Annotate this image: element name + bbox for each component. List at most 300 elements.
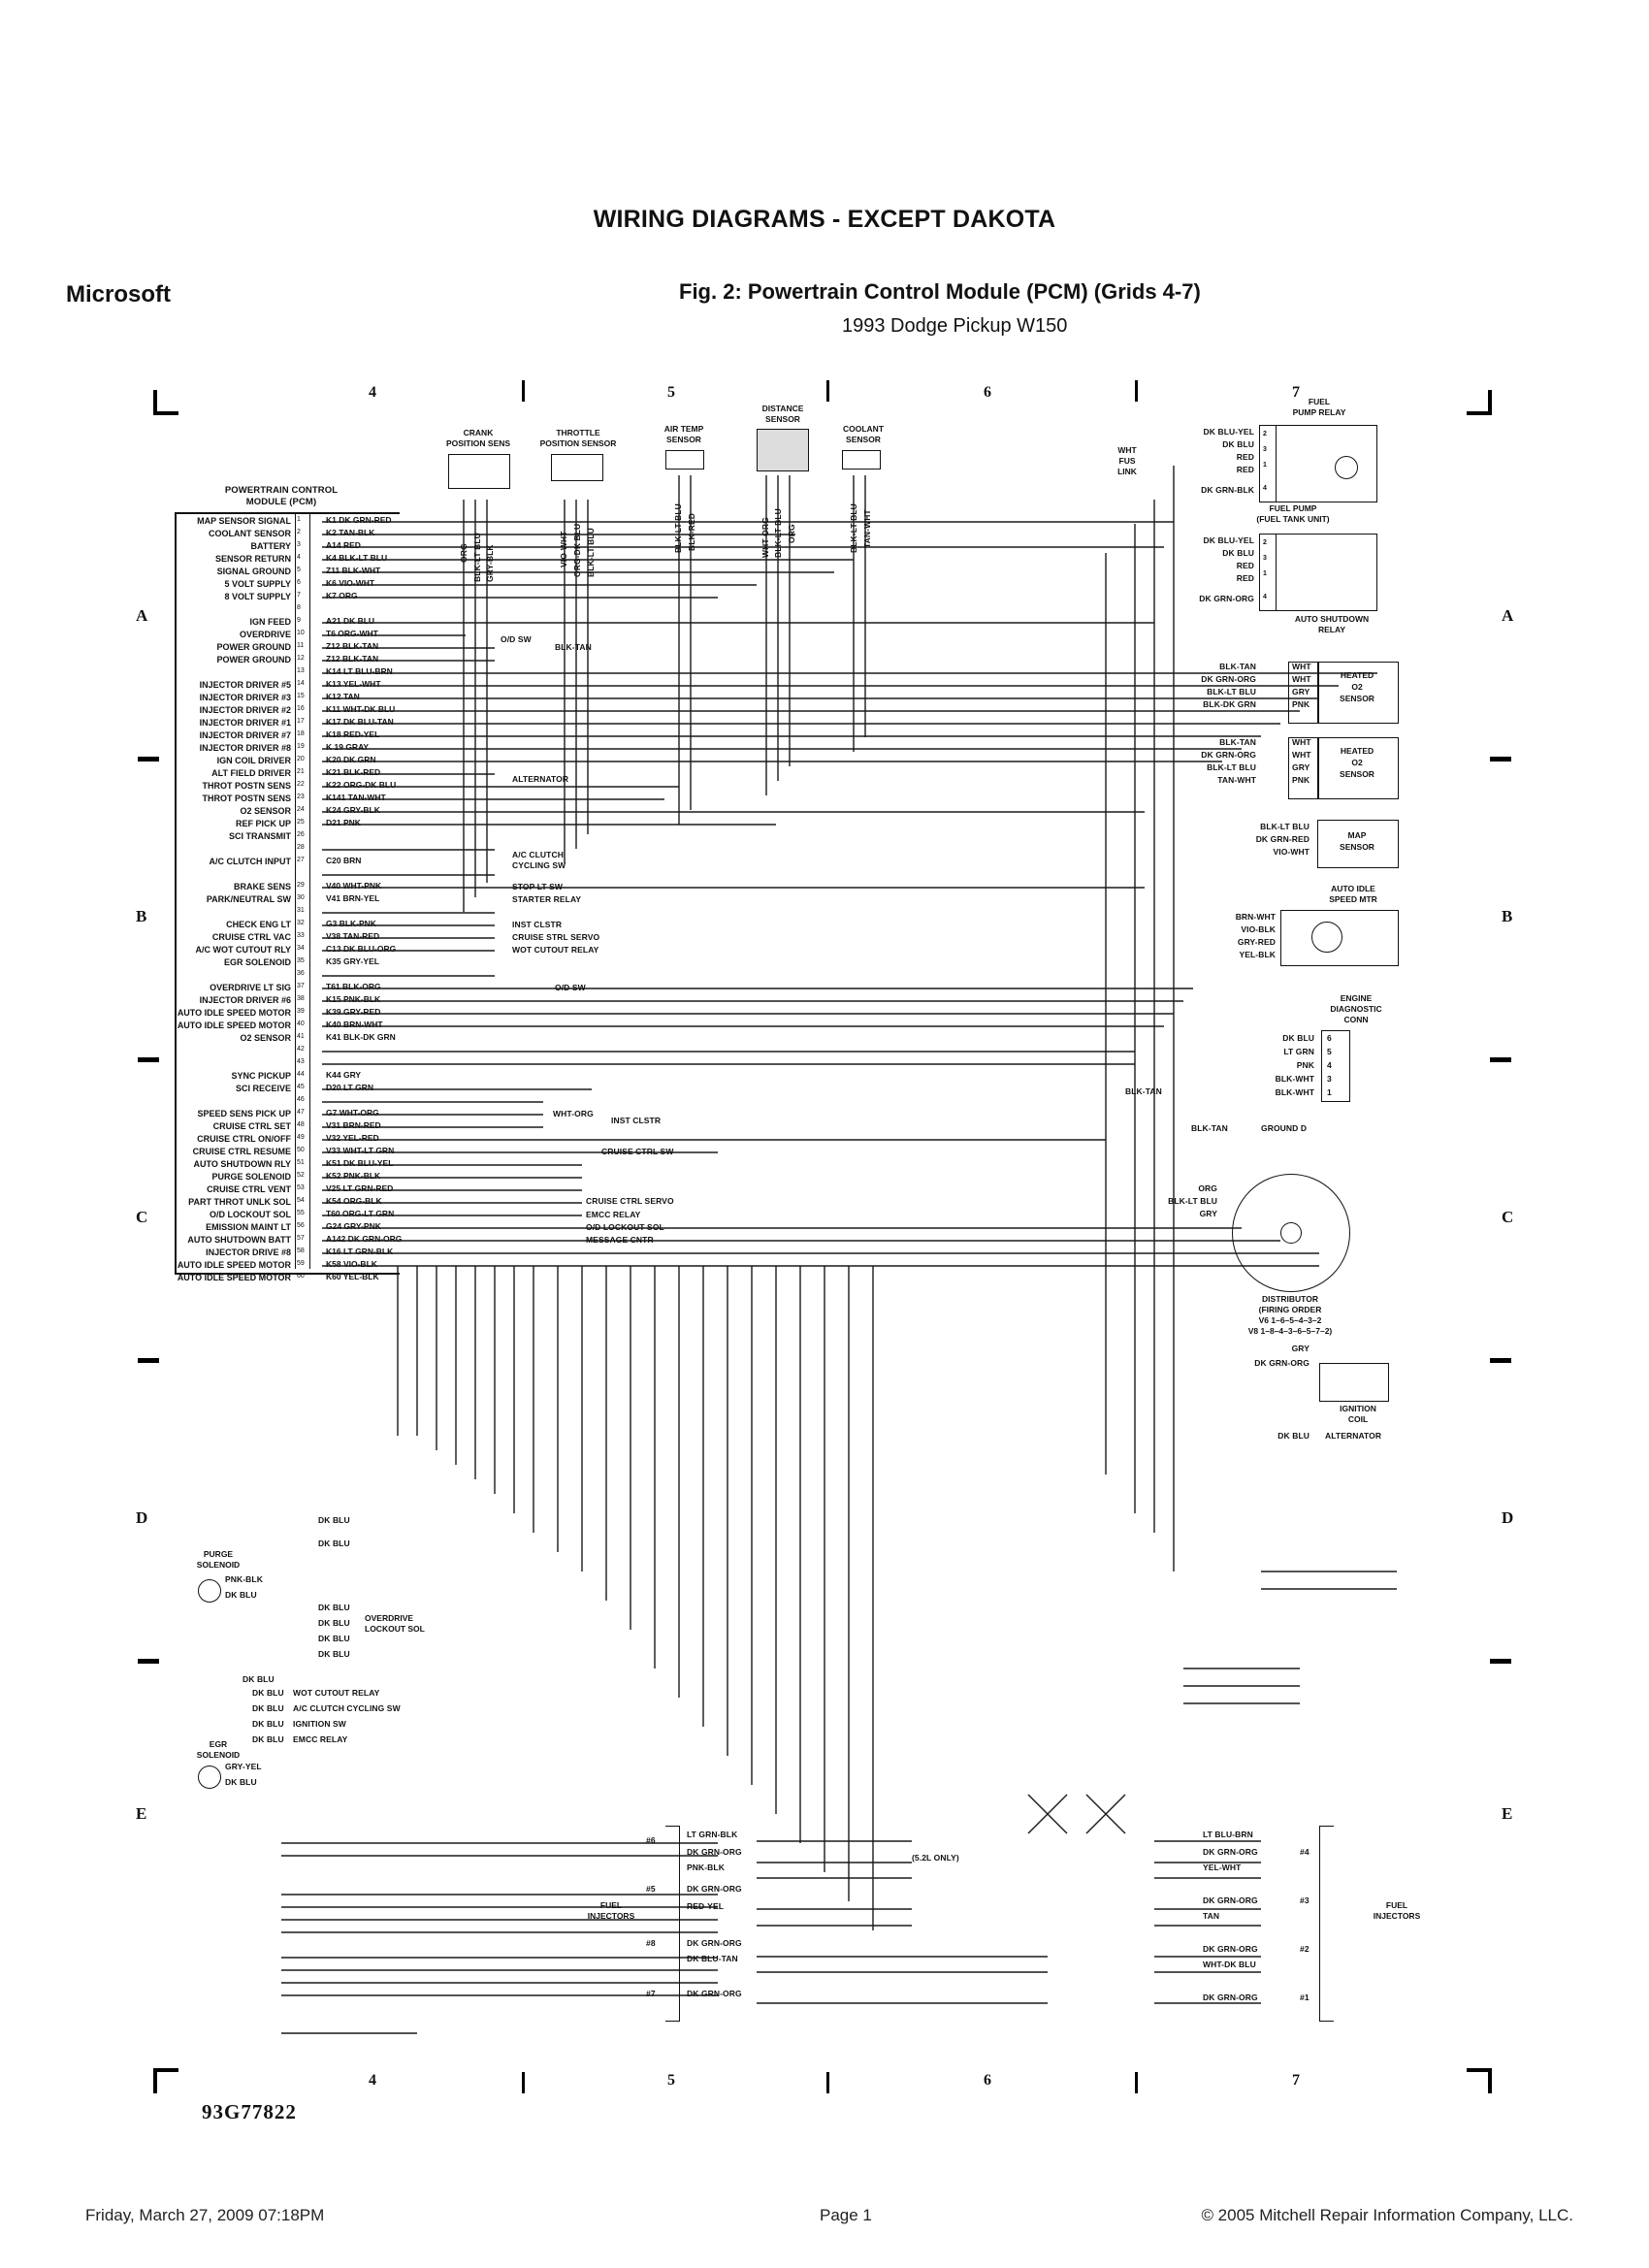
ac-clutch-cycling-label-2: CYCLING SW <box>512 860 566 870</box>
inj-right-wire-7: WHT-DK BLU <box>1203 1960 1256 1969</box>
auto-shutdown-relay[interactable] <box>1259 534 1377 611</box>
pcm-pin-number: 45 <box>297 1084 305 1090</box>
air-temp-label-line2: SENSOR <box>666 435 701 444</box>
inj-right-wire-1: LT BLU-BRN <box>1203 1830 1253 1839</box>
fuel-pump-feed-wire: DK GRN-BLK <box>1201 485 1254 495</box>
pcm-pin-number: 17 <box>297 718 305 725</box>
pcm-pin-name: SENSOR RETURN <box>214 554 291 564</box>
inj-right-wire-3: YEL-WHT <box>1203 1863 1242 1872</box>
pcm-pin-number: 18 <box>297 730 305 737</box>
pcm-pin-wire: K22 ORG-DK BLU <box>326 780 397 790</box>
ign-alt-wire: DK BLU <box>1277 1431 1310 1441</box>
asd-pin-3: 3 <box>1263 555 1267 562</box>
pcm-pin-name: INJECTOR DRIVER #1 <box>199 718 291 728</box>
wot-cutout-relay-label-1: WOT CUTOUT RELAY <box>512 945 599 955</box>
pcm-title-line1: POWERTRAIN CONTROL <box>224 485 339 496</box>
grid-column-5-top: 5 <box>667 384 675 401</box>
inj-left-wire-8: DK GRN-ORG <box>687 1989 742 1998</box>
page-title: WIRING DIAGRAMS - EXCEPT DAKOTA <box>593 206 1056 233</box>
distance-sensor-label-line1: DISTANCE <box>761 404 804 413</box>
grid-tick-right-1 <box>1490 757 1511 761</box>
inj-left-wire-6: DK GRN-ORG <box>687 1938 742 1948</box>
grid-tick-bottom-1 <box>522 2072 525 2093</box>
pcm-pin-wire: V40 WHT-PNK <box>326 881 382 891</box>
asd-wire-4: RED <box>1236 573 1254 583</box>
pcm-pin-wire: G7 WHT-ORG <box>326 1108 379 1118</box>
pcm-pin-name: AUTO IDLE SPEED MOTOR <box>177 1008 291 1018</box>
pcm-pin-wire: K12 TAN <box>326 692 360 701</box>
distributor-label-line1: DISTRIBUTOR <box>1262 1294 1318 1304</box>
pcm-pin-number: 6 <box>297 579 301 586</box>
pcm-pin-wire: A14 RED <box>326 540 361 550</box>
top-stack-wire-2: DK BLU <box>318 1539 350 1548</box>
o2-1-wire-1: BLK-TAN <box>1219 662 1256 671</box>
inj-left-wire-2: DK GRN-ORG <box>687 1847 742 1857</box>
pcm-pin-name: CRUISE CTRL VAC <box>211 932 291 942</box>
grid-row-d-right: D <box>1502 1508 1514 1527</box>
grid-column-4-bottom: 4 <box>369 2072 376 2089</box>
o2-2-pin-3: GRY <box>1292 762 1310 772</box>
ign-coil-label-line2: COIL <box>1347 1414 1369 1424</box>
pcm-pin-wire: K2 TAN-BLK <box>326 528 375 537</box>
distance-wire-2: BLK-LT BLU <box>773 508 783 558</box>
pcm-pin-name: MAP SENSOR SIGNAL <box>197 516 291 526</box>
air-temp-wire-2: BLK-RED <box>687 513 696 551</box>
alternator-label-1: ALTERNATOR <box>512 774 569 784</box>
o2-1-label-line1: HEATED <box>1340 670 1374 680</box>
pcm-pin-name: AUTO SHUTDOWN BATT <box>187 1235 291 1245</box>
pcm-pin-wire: A142 DK GRN-ORG <box>326 1234 403 1244</box>
pcm-pin-wire: V32 YEL-RED <box>326 1133 379 1143</box>
pcm-pin-number: 20 <box>297 756 305 762</box>
pcm-pin-number: 47 <box>297 1109 305 1116</box>
pcm-pin-number: 15 <box>297 693 305 699</box>
cruise-ctrl-sw-label: CRUISE CTRL SW <box>601 1147 674 1156</box>
pcm-pin-wire: V25 LT GRN-RED <box>326 1183 394 1193</box>
pcm-pin-wire: Z12 BLK-TAN <box>326 654 379 664</box>
diag-conn-label-line3: CONN <box>1343 1015 1369 1024</box>
inj-right-wire-6: DK GRN-ORG <box>1203 1944 1258 1954</box>
asd-pin-2: 2 <box>1263 539 1267 546</box>
pcm-pin-number: 2 <box>297 529 301 535</box>
coolant-wire-2: TAN-WHT <box>862 509 872 548</box>
throttle-wire-2: ORG-DK BLU <box>572 523 582 577</box>
o2-2-label-line1: HEATED <box>1340 746 1374 756</box>
grid-tick-right-4 <box>1490 1659 1511 1664</box>
pcm-pin-name: EGR SOLENOID <box>223 957 291 967</box>
egr-solenoid-label-line1: EGR <box>209 1739 228 1749</box>
diag-pin-5: 5 <box>1327 1047 1332 1056</box>
pcm-pin-number: 57 <box>297 1235 305 1242</box>
pcm-pin-number: 40 <box>297 1021 305 1027</box>
pcm-pin-wire: T60 ORG-LT GRN <box>326 1209 395 1218</box>
pcm-pin-wire: K14 LT BLU-BRN <box>326 666 393 676</box>
asd-pin-4: 4 <box>1263 594 1267 600</box>
o2-1-pin-4: PNK <box>1292 699 1310 709</box>
grid-row-e-left: E <box>136 1804 147 1823</box>
asd-relay-label-line2: RELAY <box>1317 625 1346 634</box>
ign-coil-label-line1: IGNITION <box>1340 1404 1376 1413</box>
pcm-pin-wire: K44 GRY <box>326 1070 362 1080</box>
corner-mark-top-right <box>1467 390 1492 415</box>
pcm-pin-wire: K11 WHT-DK BLU <box>326 704 396 714</box>
inj-left-wire-4: DK GRN-ORG <box>687 1884 742 1894</box>
stack-wire-4: DK BLU <box>252 1719 284 1729</box>
inj-right-pin-2: #2 <box>1300 1944 1310 1954</box>
grid-column-5-bottom: 5 <box>667 2072 675 2089</box>
pcm-pin-number: 8 <box>297 604 301 611</box>
grid-row-c-left: C <box>136 1208 148 1226</box>
wht-fus-link-line3: LINK <box>1117 467 1137 476</box>
stop-lt-sw-label: STOP LT SW <box>512 882 564 891</box>
pcm-pin-number: 36 <box>297 970 305 977</box>
fuel-pump-relay[interactable] <box>1259 425 1377 502</box>
air-temp-sensor[interactable] <box>665 450 704 470</box>
grid-column-7-top: 7 <box>1292 384 1300 401</box>
purge-solenoid-label-line1: PURGE <box>203 1549 234 1559</box>
inj-left-pin-7: #7 <box>646 1989 656 1998</box>
ground-d-wire: BLK-TAN <box>1191 1123 1228 1133</box>
blk-tan-ground-wire: BLK-TAN <box>1125 1086 1162 1096</box>
egr-wire-2: DK BLU <box>225 1777 257 1787</box>
o2-1-wire-2: DK GRN-ORG <box>1201 674 1256 684</box>
pcm-pin-wire: K15 PNK-BLK <box>326 994 381 1004</box>
pcm-pin-number: 37 <box>297 983 305 989</box>
pcm-pin-number: 23 <box>297 794 305 800</box>
pcm-pin-number: 38 <box>297 995 305 1002</box>
overdrive-lockout-label-line1: OVERDRIVE <box>365 1613 414 1623</box>
pcm-pin-number: 33 <box>297 932 305 939</box>
stack-wire-1: DK BLU <box>242 1674 275 1684</box>
pcm-pin-number: 13 <box>297 667 305 674</box>
pcm-pin-number: 21 <box>297 768 305 775</box>
diag-wire-2: LT GRN <box>1283 1047 1314 1056</box>
aism-wire-3: GRY-RED <box>1237 937 1276 947</box>
pcm-pin-name: AUTO IDLE SPEED MOTOR <box>177 1260 291 1270</box>
pcm-pin-wire: K35 GRY-YEL <box>326 956 379 966</box>
fuel-pump-relay-pin-block <box>1259 425 1277 502</box>
starter-relay-label: STARTER RELAY <box>512 894 582 904</box>
vehicle-subtitle: 1993 Dodge Pickup W150 <box>842 315 1068 337</box>
pcm-pin-name: SIGNAL GROUND <box>216 567 291 576</box>
od-lockout-wire-2: DK BLU <box>318 1618 350 1628</box>
inj-right-wire-8: DK GRN-ORG <box>1203 1993 1258 2002</box>
distributor-wire-1: ORG <box>1198 1183 1217 1193</box>
pcm-pin-number: 59 <box>297 1260 305 1267</box>
pcm-pin-number: 19 <box>297 743 305 750</box>
pcm-pin-number: 27 <box>297 857 305 863</box>
aism-motor <box>1311 922 1342 953</box>
pcm-pin-name: INJECTOR DRIVER #2 <box>199 705 291 715</box>
inj-right-wire-4: DK GRN-ORG <box>1203 1895 1258 1905</box>
pcm-pin-wire: K13 YEL-WHT <box>326 679 381 689</box>
throttle-position-sensor[interactable] <box>551 454 603 481</box>
fuel-pump-label-line1: FUEL PUMP <box>1269 503 1317 513</box>
diag-wire-1: DK BLU <box>1282 1033 1314 1043</box>
grid-tick-left-4 <box>138 1659 159 1664</box>
pcm-pin-number: 24 <box>297 806 305 813</box>
grid-column-6-bottom: 6 <box>984 2072 991 2089</box>
map-sensor-label-line1: MAP <box>1347 830 1367 840</box>
relay-pin-1: 1 <box>1263 462 1267 469</box>
grid-row-e-right: E <box>1502 1804 1513 1823</box>
inj-right-pin-1: #1 <box>1300 1993 1310 2002</box>
pcm-pin-name: POWER GROUND <box>216 642 291 652</box>
distance-sensor-label-line2: SENSOR <box>765 414 800 424</box>
pcm-pin-number: 51 <box>297 1159 305 1166</box>
distance-wire-3: ORG <box>787 524 796 543</box>
asd-relay-pin-block <box>1259 534 1277 611</box>
pcm-pin-wire: K21 BLK-RED <box>326 767 381 777</box>
ignition-coil[interactable] <box>1319 1363 1389 1402</box>
egr-solenoid[interactable] <box>198 1766 221 1789</box>
map-wire-2: DK GRN-RED <box>1255 834 1310 844</box>
inj-left-wire-1: LT GRN-BLK <box>687 1830 738 1839</box>
fuel-injectors-left-line2: INJECTORS <box>587 1911 635 1921</box>
pcm-pin-wire: V41 BRN-YEL <box>326 893 380 903</box>
grid-tick-top-1 <box>522 380 525 402</box>
inj-right-pin-4: #4 <box>1300 1847 1310 1857</box>
inj-left-pin-5: #5 <box>646 1884 656 1894</box>
throttle-wire-1: VIO-WHT <box>559 531 568 567</box>
aism-wire-1: BRN-WHT <box>1235 912 1276 922</box>
corner-mark-bottom-right <box>1467 2068 1492 2093</box>
coolant-sensor-label-line1: COOLANT <box>842 424 885 434</box>
brand-label: Microsoft <box>66 281 171 308</box>
pcm-pin-number: 10 <box>297 630 305 636</box>
pcm-pin-name: AUTO SHUTDOWN RLY <box>193 1159 291 1169</box>
footer-date: Friday, March 27, 2009 07:18PM <box>85 2206 325 2224</box>
o2-1-pin-3: GRY <box>1292 687 1310 697</box>
pcm-pin-name: CRUISE CTRL SET <box>212 1121 291 1131</box>
o2-1-label-line3: SENSOR <box>1340 694 1374 703</box>
diag-pin-6: 6 <box>1327 1033 1332 1043</box>
crank-sensor-label-line2: POSITION SENS <box>445 438 511 448</box>
inj-left-wire-7: DK BLU-TAN <box>687 1954 738 1963</box>
alternator-label-2: ALTERNATOR <box>1325 1431 1382 1441</box>
relay-pin-4: 4 <box>1263 485 1267 492</box>
pcm-pin-number: 30 <box>297 894 305 901</box>
pcm-pin-wire: K54 ORG-BLK <box>326 1196 382 1206</box>
inj-right-wire-2: DK GRN-ORG <box>1203 1847 1258 1857</box>
pcm-pin-number: 26 <box>297 831 305 838</box>
pcm-pin-name: COOLANT SENSOR <box>208 529 291 538</box>
inj-left-pin-6: #6 <box>646 1835 656 1845</box>
grid-tick-bottom-2 <box>826 2072 829 2093</box>
pcm-pin-column <box>295 514 310 1269</box>
o2-2-label-line3: SENSOR <box>1340 769 1374 779</box>
figure-title: Fig. 2: Powertrain Control Module (PCM) (Grids 4-7) <box>679 279 1201 304</box>
pcm-pin-number: 43 <box>297 1058 305 1065</box>
wht-fus-link-line1: WHT <box>1117 445 1137 455</box>
egr-solenoid-label-line2: SOLENOID <box>196 1750 241 1760</box>
grid-row-b-right: B <box>1502 907 1513 925</box>
grid-row-a-left: A <box>136 606 148 625</box>
ac-clutch-cycling-sw-2: A/C CLUTCH CYCLING SW <box>293 1703 401 1713</box>
o2-1-pin-1: WHT <box>1292 662 1311 671</box>
distributor-hub <box>1280 1222 1302 1244</box>
o2-2-label-line2: O2 <box>1351 758 1363 767</box>
asd-wire-2: DK BLU <box>1222 548 1254 558</box>
pcm-pin-name: INJECTOR DRIVER #8 <box>199 743 291 753</box>
map-wire-1: BLK-LT BLU <box>1260 822 1310 831</box>
pcm-pin-name: CRUISE CTRL ON/OFF <box>197 1134 291 1144</box>
purge-wire-2: DK BLU <box>225 1590 257 1600</box>
coolant-wire-1: BLK-LT BLU <box>849 503 858 553</box>
fuel-pump-label-line2: (FUEL TANK UNIT) <box>1256 514 1330 524</box>
aism-wire-4: YEL-BLK <box>1239 950 1276 959</box>
pcm-pin-wire: K16 LT GRN-BLK <box>326 1247 394 1256</box>
fuel-injectors-right-line1: FUEL <box>1385 1900 1408 1910</box>
distributor-label-line3: V6 1–6–5–4–3–2 <box>1258 1315 1322 1325</box>
purge-solenoid-label-line2: SOLENOID <box>196 1560 241 1570</box>
o2-1-wire-3: BLK-LT BLU <box>1207 687 1256 697</box>
air-temp-label-line1: AIR TEMP <box>663 424 704 434</box>
map-sensor-label-line2: SENSOR <box>1340 842 1374 852</box>
pcm-pin-number: 53 <box>297 1184 305 1191</box>
distance-wire-1: WHT-ORG <box>760 517 770 558</box>
drawing-id: 93G77822 <box>202 2100 297 2123</box>
grid-row-d-left: D <box>136 1508 148 1527</box>
pcm-pin-wire: K20 DK GRN <box>326 755 376 764</box>
asd-relay-label-line1: AUTO SHUTDOWN <box>1294 614 1370 624</box>
pcm-pin-name: INJECTOR DRIVE #8 <box>206 1247 291 1257</box>
o2-2-wire-3: BLK-LT BLU <box>1207 762 1256 772</box>
aism-wire-2: VIO-BLK <box>1241 924 1276 934</box>
grid-column-6-top: 6 <box>984 384 991 401</box>
pcm-pin-number: 1 <box>297 516 301 523</box>
pcm-pin-wire: C13 DK BLU-ORG <box>326 944 397 954</box>
wht-org-label: WHT-ORG <box>553 1109 594 1118</box>
wiring-diagram <box>136 384 1514 2095</box>
pcm-pin-name: CRUISE CTRL VENT <box>207 1184 291 1194</box>
pcm-pin-name: BRAKE SENS <box>233 882 291 891</box>
air-temp-wire-1: BLK-LT BLU <box>673 503 683 553</box>
pcm-pin-number: 4 <box>297 554 301 561</box>
pcm-pin-number: 25 <box>297 819 305 826</box>
emcc-relay-label-2: EMCC RELAY <box>293 1734 348 1744</box>
footer-copyright: © 2005 Mitchell Repair Information Company, LLC. <box>1201 2206 1573 2224</box>
pcm-pin-name: INJECTOR DRIVER #6 <box>199 995 291 1005</box>
egr-wire-1: GRY-YEL <box>225 1762 262 1771</box>
o2-1-pin-2: WHT <box>1292 674 1311 684</box>
pcm-pin-name: CRUISE CTRL RESUME <box>192 1147 291 1156</box>
diag-pin-1: 1 <box>1327 1087 1332 1097</box>
stack-wire-3: DK BLU <box>252 1703 284 1713</box>
fuel-pump-motor <box>1335 456 1358 479</box>
ign-coil-wire-1: GRY <box>1291 1344 1310 1353</box>
grid-tick-left-2 <box>138 1057 159 1062</box>
pcm-pin-wire: K60 YEL-BLK <box>326 1272 379 1281</box>
purge-solenoid[interactable] <box>198 1579 221 1603</box>
throttle-sensor-label-line2: POSITION SENSOR <box>539 438 617 448</box>
pcm-pin-name: O2 SENSOR <box>240 1033 291 1043</box>
distance-sensor[interactable] <box>757 429 809 471</box>
pcm-pin-wire: K6 VIO-WHT <box>326 578 375 588</box>
pcm-pin-wire: G24 GRY-PNK <box>326 1221 381 1231</box>
diag-wire-4: BLK-WHT <box>1275 1074 1314 1084</box>
distributor-label-line2: (FIRING ORDER <box>1258 1305 1322 1314</box>
pcm-pin-name: SCI RECEIVE <box>235 1084 291 1093</box>
map-wire-3: VIO-WHT <box>1273 847 1310 857</box>
pcm-pin-name: OVERDRIVE LT SIG <box>210 983 291 992</box>
asd-pin-1: 1 <box>1263 570 1267 577</box>
crank-position-sensor[interactable] <box>448 454 510 489</box>
pcm-pin-wire: K40 BRN-WHT <box>326 1020 383 1029</box>
pcm-pin-name: AUTO IDLE SPEED MOTOR <box>177 1273 291 1282</box>
pcm-pin-wire: K1 DK GRN-RED <box>326 515 392 525</box>
fuel-pump-relay-label-line1: FUEL <box>1308 397 1331 406</box>
pcm-pin-name: A/C WOT CUTOUT RLY <box>195 945 291 955</box>
aism-label-line2: SPEED MTR <box>1329 894 1377 904</box>
pcm-pin-name: IGN COIL DRIVER <box>216 756 291 765</box>
pcm-pin-number: 14 <box>297 680 305 687</box>
pcm-pin-number: 32 <box>297 920 305 926</box>
pcm-pin-number: 35 <box>297 957 305 964</box>
pcm-pin-name: EMISSION MAINT LT <box>206 1222 291 1232</box>
pcm-pin-number: 56 <box>297 1222 305 1229</box>
o2-2-wire-2: DK GRN-ORG <box>1201 750 1256 760</box>
pcm-pin-number: 34 <box>297 945 305 952</box>
diag-conn-label-line1: ENGINE <box>1340 993 1373 1003</box>
asd-wire-3: RED <box>1236 561 1254 570</box>
pcm-title-line2: MODULE (PCM) <box>245 497 317 507</box>
pcm-pin-name: INJECTOR DRIVER #3 <box>199 693 291 702</box>
crank-wire-2: BLK-LT BLU <box>472 533 482 582</box>
grid-tick-top-3 <box>1135 380 1138 402</box>
grid-tick-bottom-3 <box>1135 2072 1138 2093</box>
pcm-pin-wire: A21 DK BLU <box>326 616 375 626</box>
grid-tick-left-3 <box>138 1358 159 1363</box>
message-cntr-label: MESSAGE CNTR <box>586 1235 654 1245</box>
pcm-pin-wire: D21 PNK <box>326 818 361 827</box>
fuel-pump-relay-label-line2: PUMP RELAY <box>1292 407 1346 417</box>
o2-2-pin-2: WHT <box>1292 750 1311 760</box>
od-sw-label-1: O/D SW <box>501 634 532 644</box>
pcm-pin-wire: G3 BLK-PNK <box>326 919 376 928</box>
pcm-pin-name: PURGE SOLENOID <box>211 1172 291 1182</box>
pcm-pin-number: 41 <box>297 1033 305 1040</box>
o2-2-pin-4: PNK <box>1292 775 1310 785</box>
diag-wire-3: PNK <box>1296 1060 1314 1070</box>
crank-wire-3: GRY-BLK <box>485 544 495 582</box>
fuel-injectors-left-bracket <box>665 1826 680 2022</box>
asd-out-wire: DK GRN-ORG <box>1199 594 1254 603</box>
coolant-sensor[interactable] <box>842 450 881 470</box>
pcm-pin-wire: V31 BRN-RED <box>326 1120 381 1130</box>
inst-clstr-label-2: INST CLSTR <box>611 1116 662 1125</box>
pcm-pin-number: 22 <box>297 781 305 788</box>
fpr-wire-1: DK BLU-YEL <box>1203 427 1254 437</box>
coolant-sensor-label-line2: SENSOR <box>846 435 881 444</box>
pcm-pin-wire: K 19 GRAY <box>326 742 370 752</box>
distributor-wire-3: GRY <box>1199 1209 1217 1218</box>
stack-wire-2: DK BLU <box>252 1688 284 1698</box>
pcm-pin-name: SCI TRANSMIT <box>229 831 291 841</box>
grid-row-b-left: B <box>136 907 147 925</box>
pcm-pin-number: 39 <box>297 1008 305 1015</box>
pcm-pin-number: 55 <box>297 1210 305 1216</box>
o2-1-label-line2: O2 <box>1351 682 1363 692</box>
pcm-pin-number: 42 <box>297 1046 305 1053</box>
pcm-pin-number: 16 <box>297 705 305 712</box>
throttle-sensor-label-line1: THROTTLE <box>556 428 600 437</box>
relay-pin-3: 3 <box>1263 446 1267 453</box>
pcm-pin-name: O2 SENSOR <box>240 806 291 816</box>
pcm-pin-wire: Z12 BLK-TAN <box>326 641 379 651</box>
pcm-pin-name: POWER GROUND <box>216 655 291 664</box>
engine-diagnostic-conn[interactable] <box>1321 1030 1350 1102</box>
